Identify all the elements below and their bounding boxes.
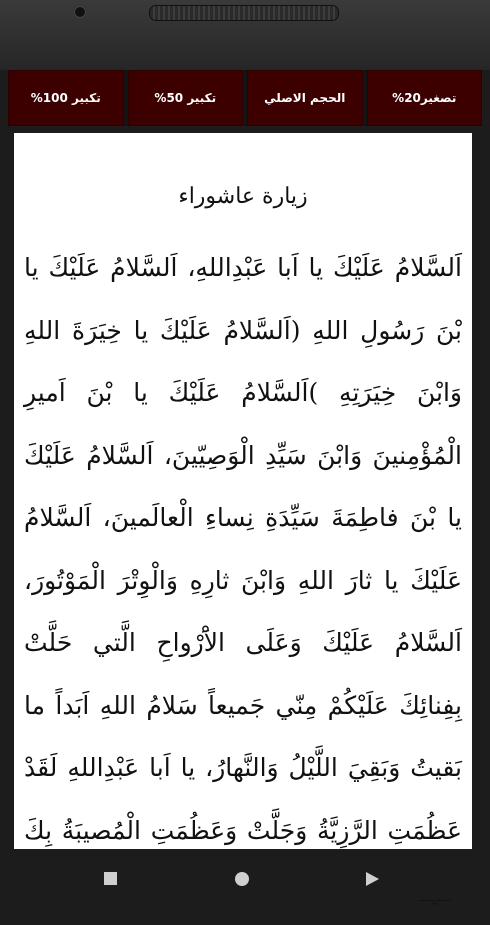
- zoom-50-button[interactable]: تكبير 50%: [128, 70, 244, 126]
- device-top-bezel: [0, 0, 490, 70]
- original-size-button[interactable]: الحجم الاصلي: [247, 70, 363, 126]
- ziyarat-text: اَلسَّلامُ عَلَيْكَ يا اَبا عَبْدِاللهِ، اَلسَّلامُ عَلَيْكَ يا بْنَ رَسُولِ اللهِ (اَلسَّلامُ عَلَيْكَ يا خِيَرَةَ اللهِ وَابْنَ خِيَرَتِهِ )اَلسَّلامُ عَلَيْكَ يا بْنَ اَميرِ الْمُؤْمِنينَ وَابْنَ سَيِّدِ الْوَصِيّينَ، اَلسَّلامُ عَلَيْكَ يا بْنَ فاطِمَةَ سَيِّدَةِ نِساءِ الْعالَمينَ، اَلسَّلامُ عَلَيْكَ يا ثارَ اللهِ وَابْنَ ثارِهِ وَالْوِتْرَ الْمَوْتُورَ، اَلسَّلامُ عَلَيْكَ وَعَلَى الاَْرْواحِ الَّتي حَلَّتْ بِفِنائِكَ عَلَيْكُمْ مِنّي جَميعاً سَلامُ اللهِ اَبَداً ما بَقيتُ وَبَقِيَ اللَّيْلُ وَالنَّهارُ، يا اَبا عَبْدِاللهِ لَقَدْ عَظُمَتِ الرَّزِيَّةُ وَجَلَّتْ وَعَظُمَتِ الْمُصيبَةُ بِكَ: [24, 253, 462, 845]
- camera-icon: [74, 6, 86, 18]
- system-nav-bar: [0, 855, 490, 900]
- zoom-toolbar: [8, 70, 482, 126]
- shrink-20-button[interactable]: تصغير20%: [367, 70, 483, 126]
- text-scroll-area[interactable]: [14, 133, 472, 849]
- page-title: زيارة عاشوراء: [178, 184, 308, 209]
- circle-icon[interactable]: [235, 872, 249, 886]
- triangle-icon[interactable]: [366, 872, 379, 886]
- speaker-grille: [149, 5, 339, 21]
- square-icon[interactable]: [104, 872, 117, 885]
- zoom-100-button[interactable]: تكبير 100%: [8, 70, 124, 126]
